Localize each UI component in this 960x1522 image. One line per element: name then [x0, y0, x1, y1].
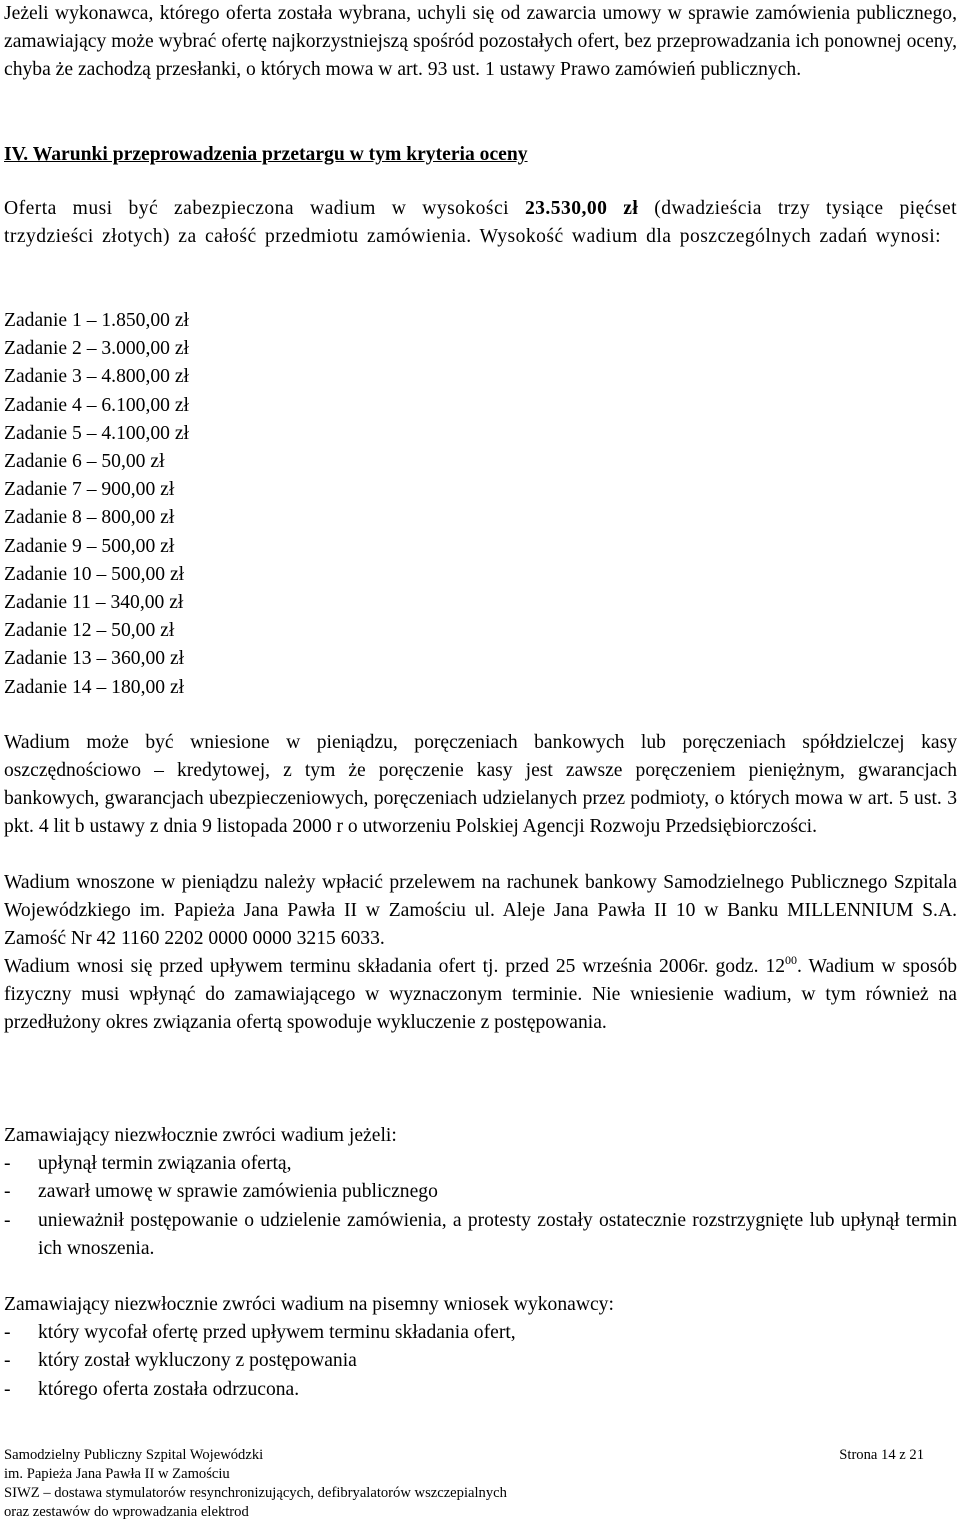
task-wadium-item: Zadanie 4 – 6.100,00 zł — [4, 394, 190, 416]
task-wadium-item: Zadanie 14 – 180,00 zł — [4, 676, 185, 698]
list-item-text: który wycofał ofertę przed upływem terminu składania ofert, — [38, 1322, 516, 1343]
task-wadium-item: Zadanie 5 – 4.100,00 zł — [4, 422, 190, 444]
bank-account-paragraph: Wadium wnoszone w pieniądzu należy wpłacić przelewem na rachunek bankowy Samodzielnego Publicznego Szpitala Wojewódzkiego im. Papieża Jana Pawła II w Zamościu ul. Aleje Jana Pawła II 10 w Banku MILLENNIUM S.A. Zamość Nr 42 1160 2202 0000 0000 3215 6033. — [4, 872, 957, 949]
list-item — [4, 1178, 957, 1206]
deadline-text-after: . Wadium w sposób fizyczny musi wpłynąć do zamawiającego w wyznaczonym terminie. Nie wniesienie wadium, w tym również na przedłużony okres związania ofertą spowoduje wykluczenie z postępowania. — [4, 956, 957, 1033]
task-wadium-item: Zadanie 7 – 900,00 zł — [4, 479, 175, 501]
list-item — [4, 1150, 957, 1178]
task-wadium-item: Zadanie 13 – 360,00 zł — [4, 648, 185, 670]
task-wadium-item: Zadanie 2 – 3.000,00 zł — [4, 338, 190, 360]
footer-hospital-patron: im. Papieża Jana Pawła II w Zamościu — [4, 1466, 230, 1482]
wadium-amount-paragraph — [4, 195, 957, 251]
wadium-total-amount: 23.530,00 zł — [524, 198, 639, 219]
list-item — [4, 1347, 957, 1375]
task-wadium-item: Zadanie 6 – 50,00 zł — [4, 451, 165, 473]
wadium-forms-paragraph: Wadium może być wniesione w pieniądzu, poręczeniach bankowych lub poręczeniach spółdzielczej kasy oszczędnościowo – kredytowej, z tym że poręczenie kasy jest zawsze poręczeniem pieniężnym, gwarancjach bankowych, gwarancjach ubezpieczeniowych, poręczeniach udzielanych przez podmioty, o których mowa w art. 5 ust. 3 pkt. 4 lit b ustawy z dnia 9 listopada 2000 r o utworzeniu Polskiej Agencji Rozwoju Przedsiębiorczości. — [4, 732, 957, 837]
dash-bullet: - — [4, 1322, 11, 1343]
list-item-text: unieważnił postępowanie o udzielenie zamówienia, a protesty zostały ostatecznie rozstrzygnięte lub upłynął termin ich wnoszenia. — [38, 1209, 957, 1260]
list-item-text: który został wykluczony z postępowania — [38, 1350, 357, 1372]
task-wadium-item: Zadanie 1 – 1.850,00 zł — [4, 310, 190, 331]
task-wadium-item: Zadanie 10 – 500,00 zł — [4, 563, 185, 585]
wadium-text-after: (dwadzieścia trzy tysiące pięćset trzydzieści złotych) za całość przedmiotu zamówienia. Wysokość wadium dla poszczególnych zadań wynosi: — [4, 198, 958, 247]
list-item-text: zawarł umowę w sprawie zamówienia publicznego — [38, 1181, 438, 1203]
footer-siwz-title: SIWZ – dostawa stymulatorów resynchronizujących, defibryalatorów wszczepialnych — [4, 1485, 507, 1501]
request-intro: Zamawiający niezwłocznie zwróci wadium na pisemny wniosek wykonawcy: — [4, 1294, 614, 1315]
list-item — [4, 1319, 957, 1347]
dash-bullet: - — [4, 1350, 11, 1372]
task-wadium-item: Zadanie 9 – 500,00 zł — [4, 535, 175, 557]
page-number: Strona 14 z 21 — [839, 1447, 924, 1463]
task-wadium-item: Zadanie 3 – 4.800,00 zł — [4, 366, 190, 388]
footer-hospital-name: Samodzielny Publiczny Szpital Wojewódzki — [4, 1447, 264, 1463]
return-conditions-list — [4, 1150, 957, 1264]
page-footer — [4, 1446, 924, 1522]
list-item — [4, 1207, 957, 1264]
return-intro: Zamawiający niezwłocznie zwróci wadium jeżeli: — [4, 1125, 397, 1146]
deadline-hour-superscript: 00 — [785, 953, 798, 967]
list-item-text: upłynął termin związania ofertą, — [38, 1153, 292, 1174]
list-item-text: którego oferta została odrzucona. — [38, 1378, 300, 1400]
wadium-text-before: Oferta musi być zabezpieczona wadium w wysokości — [4, 198, 525, 219]
deadline-text-before: Wadium wnosi się przed upływem terminu składania ofert tj. przed 25 września 2006r. godz. 12 — [4, 956, 786, 977]
footer-siwz-title-cont: oraz zestawów do wprowadzania elektrod — [4, 1504, 249, 1520]
dash-bullet: - — [4, 1378, 11, 1400]
task-wadium-list — [4, 307, 189, 702]
section-heading: IV. Warunki przeprowadzenia przetargu w tym kryteria oceny — [4, 144, 528, 165]
intro-paragraph: Jeżeli wykonawca, którego oferta została wybrana, uchyli się od zawarcia umowy w sprawie zamówienia publicznego, zamawiający może wybrać ofertę najkorzystniejszą spośród pozostałych ofert, bez przeprowadzania ich ponownej oceny, chyba że zachodzą przesłanki, o których mowa w art. 93 ust. 1 ustawy Prawo zamówień publicznych. — [4, 3, 957, 80]
dash-bullet: - — [4, 1181, 11, 1203]
task-wadium-item: Zadanie 12 – 50,00 zł — [4, 620, 175, 642]
dash-bullet: - — [4, 1153, 11, 1174]
dash-bullet: - — [4, 1209, 11, 1231]
request-conditions-list — [4, 1319, 957, 1404]
list-item — [4, 1376, 957, 1404]
task-wadium-item: Zadanie 8 – 800,00 zł — [4, 507, 175, 529]
deadline-paragraph — [4, 953, 957, 1037]
task-wadium-item: Zadanie 11 – 340,00 zł — [4, 592, 184, 614]
